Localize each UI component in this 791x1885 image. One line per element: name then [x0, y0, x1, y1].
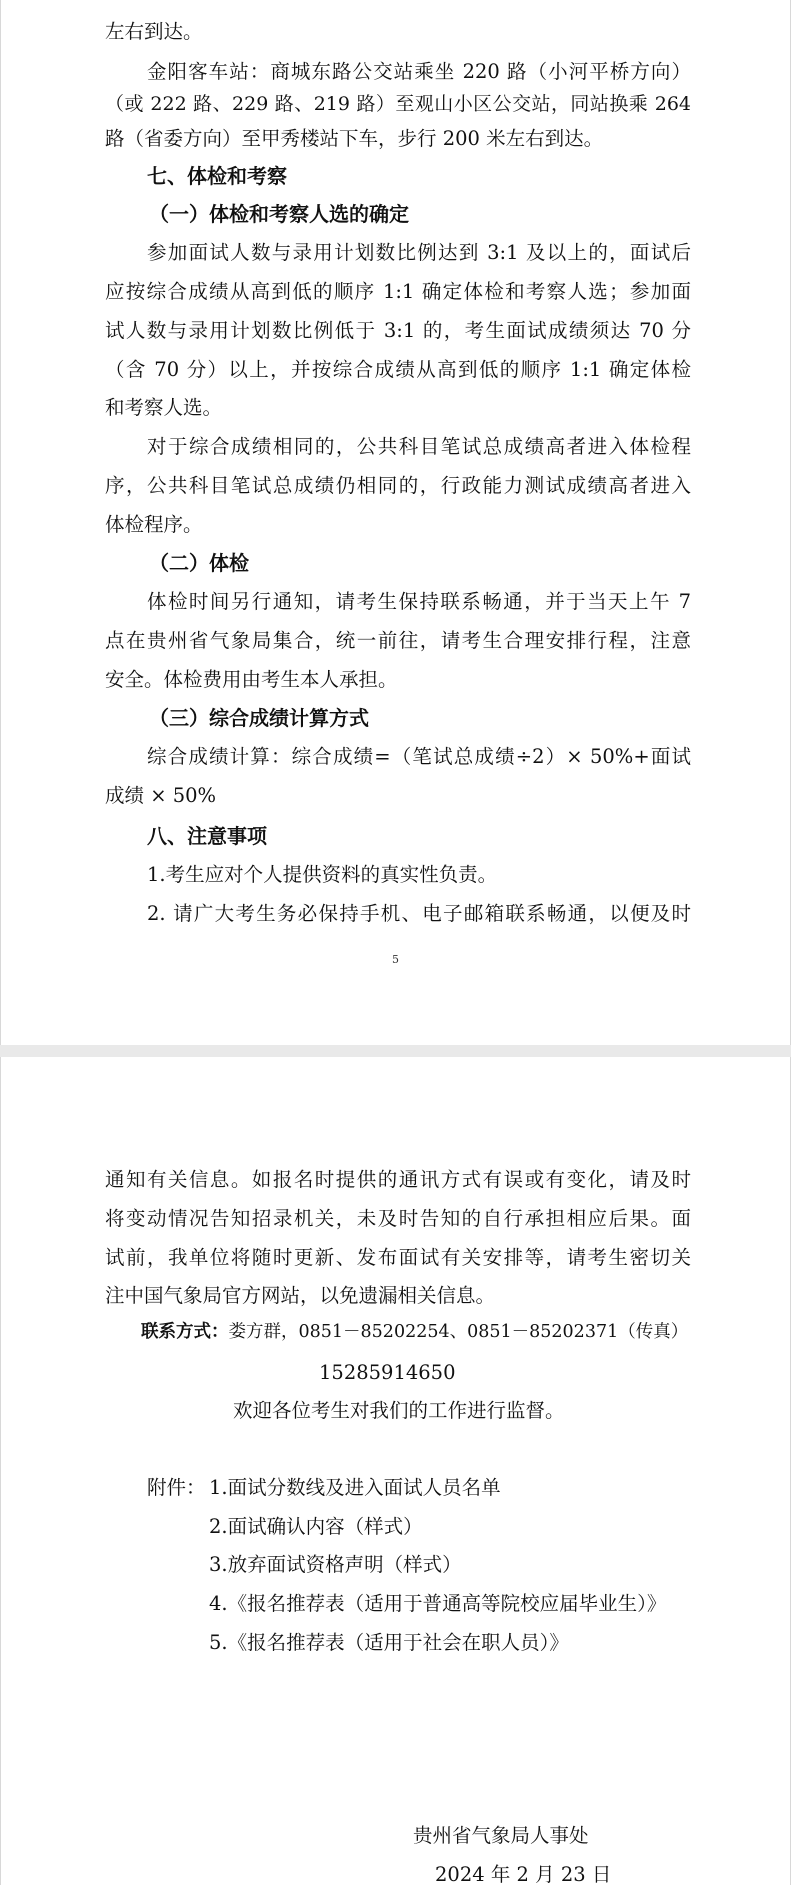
- text-line: 左右到达。: [105, 20, 203, 43]
- subsection-heading: （一）体检和考察人选的确定: [149, 202, 409, 226]
- text-line: 序，公共科目笔试总成绩仍相同的，行政能力测试成绩高者进入: [105, 474, 691, 497]
- signature-organization: 贵州省气象局人事处: [413, 1824, 589, 1847]
- text-line: 通知有关信息。如报名时提供的通讯方式有误或有变化，请及时: [105, 1168, 691, 1191]
- text-line: 2. 请广大考生务必保持手机、电子邮箱联系畅通，以便及时: [147, 902, 691, 925]
- attachment-item: 2.面试确认内容（样式）: [209, 1515, 423, 1538]
- text-line: 试人数与录用计划数比例低于 3:1 的，考生面试成绩须达 70 分: [105, 319, 691, 342]
- subsection-heading: （三）综合成绩计算方式: [149, 706, 369, 730]
- text-line: （或 222 路、229 路、219 路）至观山小区公交站，同站换乘 264: [105, 93, 691, 115]
- attachments-label: 附件：: [147, 1476, 206, 1499]
- text-line: 体检程序。: [105, 513, 203, 536]
- contact-value: 娄方群，0851－85202254、0851－85202371（传真）: [228, 1322, 689, 1342]
- text-line: 和考察人选。: [105, 396, 223, 419]
- text-line: 参加面试人数与录用计划数比例达到 3:1 及以上的，面试后: [147, 241, 691, 264]
- attachment-item: 4.《报名推荐表（适用于普通高等院校应届毕业生）》: [209, 1592, 667, 1615]
- text-line: （含 70 分）以上，并按综合成绩从高到低的顺序 1:1 确定体检: [105, 358, 691, 381]
- text-line: 1.考生应对个人提供资料的真实性负责。: [147, 863, 498, 886]
- text-line: 点在贵州省气象局集合，统一前往，请考生合理安排行程，注意: [105, 629, 691, 652]
- contact-line: [141, 1324, 701, 1342]
- text-line: 注中国气象局官方网站，以免遗漏相关信息。: [105, 1284, 496, 1307]
- contact-label: 联系方式：: [141, 1322, 229, 1342]
- contact-mobile: 15285914650: [319, 1361, 456, 1384]
- text-line: 将变动情况告知招录机关，未及时告知的自行承担相应后果。面: [105, 1207, 691, 1230]
- section-heading: 八、注意事项: [147, 824, 267, 848]
- text-line: 成绩 × 50%: [105, 784, 217, 807]
- text-line: 金阳客车站：商城东路公交站乘坐 220 路（小河平桥方向）: [147, 60, 691, 83]
- page-number: 5: [392, 953, 399, 966]
- attachment-item: 3.放弃面试资格声明（样式）: [209, 1553, 462, 1576]
- text-line: 综合成绩计算：综合成绩=（笔试总成绩÷2）× 50%+面试: [147, 745, 691, 768]
- text-line: 对于综合成绩相同的，公共科目笔试总成绩高者进入体检程: [147, 435, 691, 458]
- subsection-heading: （二）体检: [149, 551, 249, 575]
- supervision-note: 欢迎各位考生对我们的工作进行监督。: [233, 1399, 565, 1422]
- signature-date: 2024 年 2 月 23 日: [435, 1863, 612, 1885]
- attachment-item: 1.面试分数线及进入面试人员名单: [209, 1476, 501, 1499]
- document-page-6: [0, 1057, 791, 1885]
- text-line: 应按综合成绩从高到低的顺序 1:1 确定体检和考察人选；参加面: [105, 280, 691, 303]
- text-line: 体检时间另行通知，请考生保持联系畅通，并于当天上午 7: [147, 590, 691, 613]
- text-line: 试前，我单位将随时更新、发布面试有关安排等，请考生密切关: [105, 1246, 691, 1269]
- section-heading: 七、体检和考察: [147, 164, 287, 188]
- text-line: 路（省委方向）至甲秀楼站下车，步行 200 米左右到达。: [105, 127, 604, 150]
- text-line: 安全。体检费用由考生本人承担。: [105, 668, 398, 691]
- attachment-item: 5.《报名推荐表（适用于社会在职人员）》: [209, 1631, 569, 1654]
